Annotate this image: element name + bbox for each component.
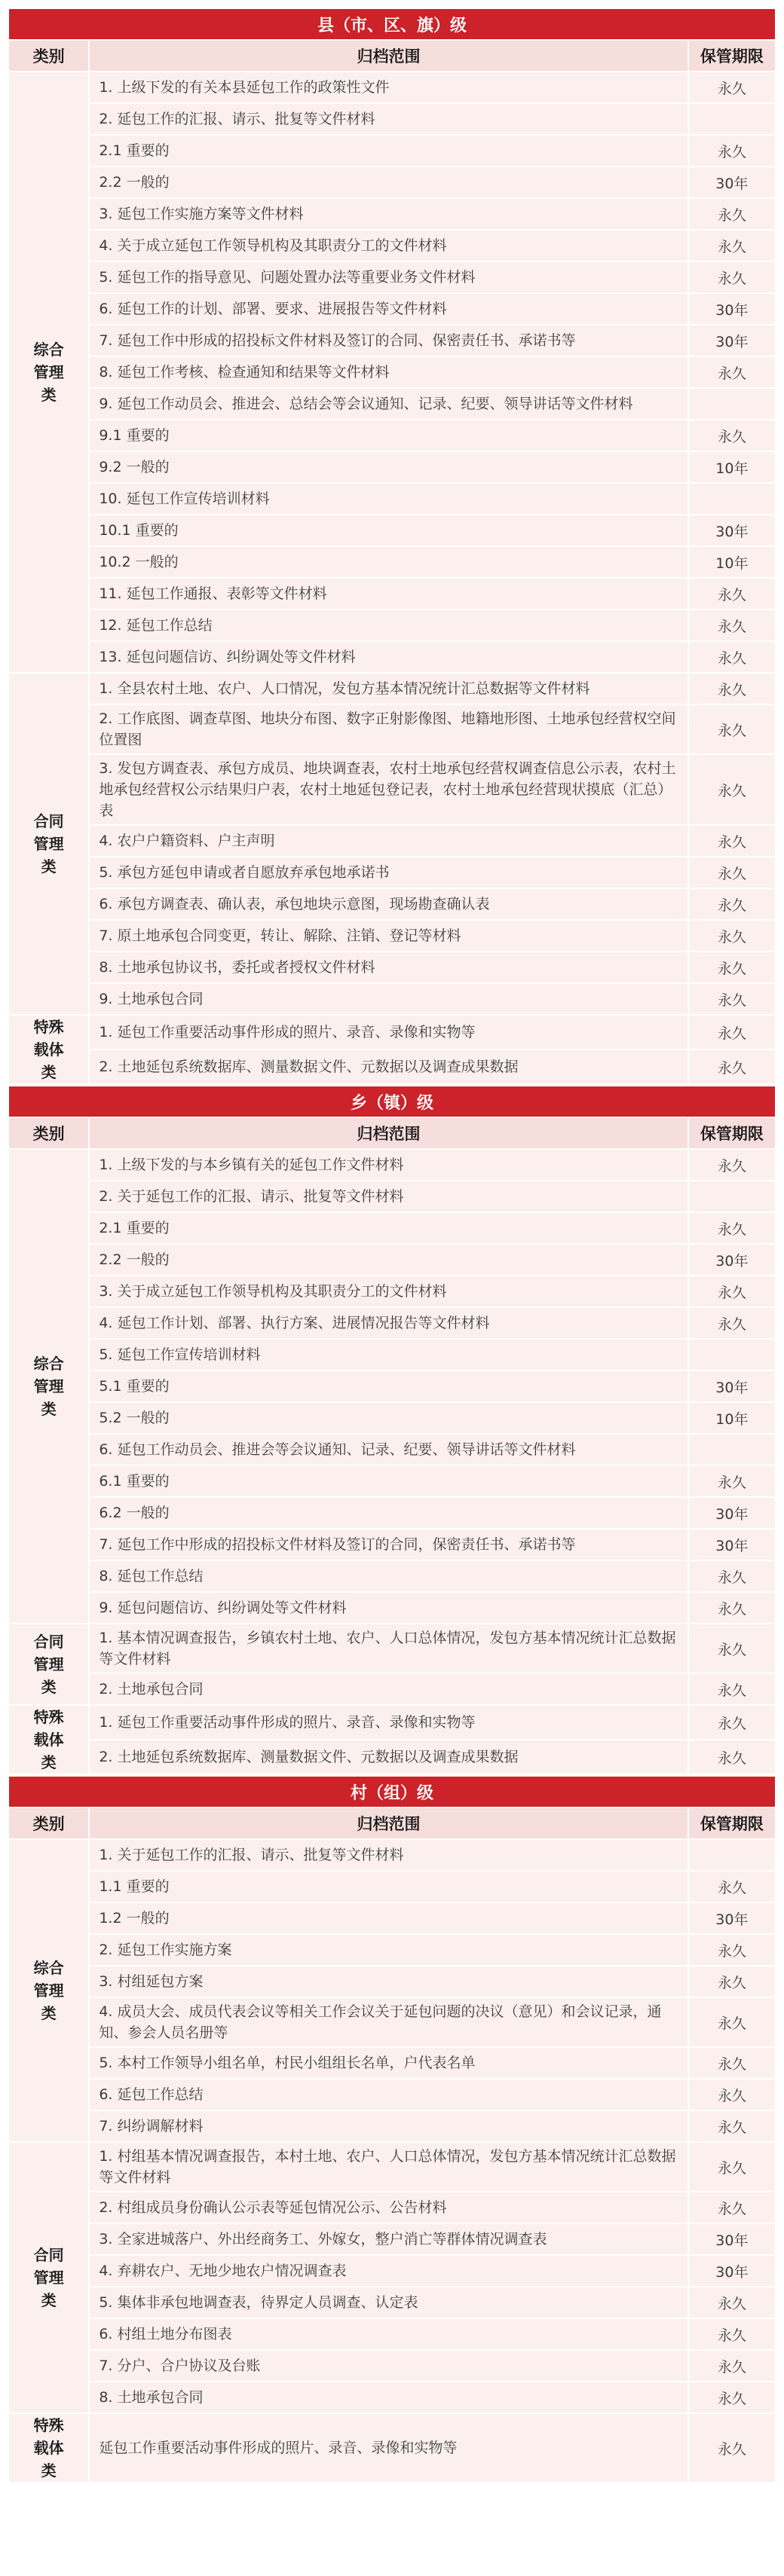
- retention-cell: 永久: [688, 2318, 776, 2350]
- retention-cell: 10年: [688, 451, 776, 483]
- retention-cell: 永久: [688, 1212, 776, 1244]
- table-row: [8, 546, 776, 578]
- scope-cell: 9. 土地承包合同: [89, 983, 688, 1015]
- scope-cell: 6.1 重要的: [89, 1465, 688, 1497]
- scope-cell: 5.1 重要的: [89, 1371, 688, 1402]
- scope-cell: 5.2 一般的: [89, 1402, 688, 1434]
- retention-cell: [688, 388, 776, 420]
- scope-cell: 9. 延包问题信访、纠纷调处等文件材料: [89, 1592, 688, 1624]
- scope-cell: 2. 关于延包工作的汇报、请示、批复等文件材料: [89, 1181, 688, 1212]
- retention-cell: 永久: [688, 420, 776, 451]
- scope-cell: 1. 延包工作重要活动事件形成的照片、录音、录像和实物等: [89, 1705, 688, 1740]
- table-row: [8, 325, 776, 356]
- table-row: [8, 103, 776, 135]
- table-row: [8, 1839, 776, 1871]
- retention-cell: 永久: [688, 2192, 776, 2223]
- category-cell: [8, 72, 89, 673]
- scope-cell: 6. 承包方调查表、确认表，承包地块示意图，现场勘查确认表: [89, 888, 688, 920]
- section-table: [8, 1775, 776, 2483]
- table-row: [8, 135, 776, 167]
- header-retention: 保管期限: [688, 1807, 776, 1839]
- retention-cell: [688, 483, 776, 515]
- table-row: [8, 1015, 776, 1050]
- retention-cell: 10年: [688, 546, 776, 578]
- table-row: [8, 2223, 776, 2255]
- scope-cell: 4. 延包工作计划、部署、执行方案、进展情况报告等文件材料: [89, 1307, 688, 1339]
- table-row: [8, 1307, 776, 1339]
- table-row: [8, 261, 776, 293]
- table-row: [8, 983, 776, 1015]
- header-scope: 归档范围: [89, 40, 688, 72]
- scope-cell: 10. 延包工作宣传培训材料: [89, 483, 688, 515]
- retention-cell: [688, 1839, 776, 1871]
- retention-cell: 永久: [688, 704, 776, 754]
- retention-cell: 30年: [688, 1497, 776, 1529]
- scope-cell: 8. 延包工作总结: [89, 1560, 688, 1592]
- scope-cell: 延包工作重要活动事件形成的照片、录音、录像和实物等: [89, 2413, 688, 2483]
- retention-cell: 永久: [688, 857, 776, 888]
- scope-cell: 5. 延包工作的指导意见、问题处置办法等重要业务文件材料: [89, 261, 688, 293]
- table-row: [8, 1966, 776, 1997]
- scope-cell: 10.2 一般的: [89, 546, 688, 578]
- retention-cell: 永久: [688, 673, 776, 704]
- table-row: [8, 1465, 776, 1497]
- table-row: [8, 1276, 776, 1307]
- table-row: [8, 610, 776, 641]
- scope-cell: 7. 原土地承包合同变更，转让、解除、注销、登记等材料: [89, 920, 688, 952]
- table-row: [8, 388, 776, 420]
- table-row: [8, 1871, 776, 1902]
- retention-cell: 30年: [688, 515, 776, 546]
- retention-cell: 永久: [688, 888, 776, 920]
- retention-cell: [688, 1181, 776, 1212]
- table-row: [8, 1529, 776, 1560]
- scope-cell: 2.1 重要的: [89, 135, 688, 167]
- retention-cell: 永久: [688, 1871, 776, 1902]
- retention-cell: 永久: [688, 2110, 776, 2142]
- retention-cell: 10年: [688, 1402, 776, 1434]
- table-row: [8, 2413, 776, 2483]
- table-row: [8, 920, 776, 952]
- retention-cell: 永久: [688, 1592, 776, 1624]
- section-table: [8, 8, 776, 1085]
- retention-cell: 永久: [688, 1465, 776, 1497]
- table-row: [8, 1050, 776, 1084]
- retention-cell: 永久: [688, 135, 776, 167]
- retention-cell: 永久: [688, 198, 776, 230]
- table-row: [8, 1560, 776, 1592]
- section-title: 县（市、区、旗）级: [8, 8, 776, 40]
- retention-cell: 永久: [688, 1934, 776, 1966]
- scope-cell: 5. 本村工作领导小组名单，村民小组组长名单，户代表名单: [89, 2047, 688, 2079]
- scope-cell: 1. 全县农村土地、农户、人口情况，发包方基本情况统计汇总数据等文件材料: [89, 673, 688, 704]
- retention-cell: 30年: [688, 1902, 776, 1934]
- scope-cell: 2. 延包工作的汇报、请示、批复等文件材料: [89, 103, 688, 135]
- scope-cell: 7. 延包工作中形成的招投标文件材料及签订的合同、保密责任书、承诺书等: [89, 325, 688, 356]
- column-header-row: [8, 1807, 776, 1839]
- scope-cell: 4. 农户户籍资料、户主声明: [89, 825, 688, 857]
- scope-cell: 4. 成员大会、成员代表会议等相关工作会议关于延包问题的决议（意见）和会议记录，通知、参会人员名册等: [89, 1997, 688, 2047]
- table-row: [8, 673, 776, 704]
- retention-schedule-document: [8, 8, 776, 2483]
- category-label: 特殊载体类: [33, 1708, 64, 1771]
- table-row: [8, 1997, 776, 2047]
- table-row: [8, 1181, 776, 1212]
- scope-cell: 2. 村组成员身份确认公示表等延包情况公示、公告材料: [89, 2192, 688, 2223]
- table-row: [8, 2318, 776, 2350]
- scope-cell: 11. 延包工作通报、表彰等文件材料: [89, 578, 688, 610]
- table-row: [8, 888, 776, 920]
- retention-cell: 永久: [688, 1997, 776, 2047]
- section-title-row: [8, 1086, 776, 1117]
- scope-cell: 1. 关于延包工作的汇报、请示、批复等文件材料: [89, 1839, 688, 1871]
- retention-cell: 30年: [688, 2223, 776, 2255]
- category-label: 综合管理类: [33, 1355, 64, 1418]
- column-header-row: [8, 1117, 776, 1149]
- table-row: [8, 1402, 776, 1434]
- table-row: [8, 1740, 776, 1774]
- scope-cell: 1. 村组基本情况调查报告，本村土地、农户、人口总体情况，发包方基本情况统计汇总数据等文件材料: [89, 2142, 688, 2192]
- scope-cell: 3. 发包方调查表、承包方成员、地块调查表，农村土地承包经营权调查信息公示表，农村土地承包经营权公示结果归户表，农村土地延包登记表，农村土地承包经营现状摸底（汇总）表: [89, 754, 688, 825]
- table-row: [8, 1673, 776, 1705]
- scope-cell: 2. 工作底图、调查草图、地块分布图、数字正射影像图、地籍地形图、土地承包经营权空间位置图: [89, 704, 688, 754]
- table-row: [8, 2142, 776, 2192]
- scope-cell: 1. 延包工作重要活动事件形成的照片、录音、录像和实物等: [89, 1015, 688, 1050]
- scope-cell: 9.2 一般的: [89, 451, 688, 483]
- table-row: [8, 420, 776, 451]
- scope-cell: 2. 土地延包系统数据库、测量数据文件、元数据以及调查成果数据: [89, 1050, 688, 1084]
- table-row: [8, 230, 776, 261]
- section-title: 乡（镇）级: [8, 1086, 776, 1117]
- table-row: [8, 1371, 776, 1402]
- table-row: [8, 1212, 776, 1244]
- scope-cell: 1. 上级下发的与本乡镇有关的延包工作文件材料: [89, 1149, 688, 1181]
- scope-cell: 1.1 重要的: [89, 1871, 688, 1902]
- retention-cell: 30年: [688, 2255, 776, 2287]
- retention-cell: 永久: [688, 2382, 776, 2413]
- section-title-row: [8, 1776, 776, 1807]
- category-cell: [8, 1839, 89, 2142]
- table-row: [8, 2287, 776, 2318]
- table-row: [8, 1497, 776, 1529]
- scope-cell: 2. 土地承包合同: [89, 1673, 688, 1705]
- retention-cell: 30年: [688, 325, 776, 356]
- retention-cell: 永久: [688, 578, 776, 610]
- scope-cell: 8. 土地承包协议书，委托或者授权文件材料: [89, 952, 688, 983]
- retention-cell: 30年: [688, 167, 776, 198]
- retention-cell: 永久: [688, 2287, 776, 2318]
- scope-cell: 3. 村组延包方案: [89, 1966, 688, 1997]
- scope-cell: 8. 延包工作考核、检查通知和结果等文件材料: [89, 356, 688, 388]
- scope-cell: 7. 延包工作中形成的招投标文件材料及签订的合同，保密责任书、承诺书等: [89, 1529, 688, 1560]
- table-row: [8, 1934, 776, 1966]
- scope-cell: 2.1 重要的: [89, 1212, 688, 1244]
- table-row: [8, 1592, 776, 1624]
- retention-cell: 永久: [688, 230, 776, 261]
- table-row: [8, 198, 776, 230]
- table-row: [8, 1705, 776, 1740]
- retention-cell: 永久: [688, 2350, 776, 2382]
- category-cell: [8, 1624, 89, 1705]
- table-row: [8, 825, 776, 857]
- scope-cell: 6. 延包工作动员会、推进会等会议通知、记录、纪要、领导讲话等文件材料: [89, 1434, 688, 1465]
- category-cell: [8, 673, 89, 1015]
- scope-cell: 3. 全家进城落户、外出经商务工、外嫁女，整户消亡等群体情况调查表: [89, 2223, 688, 2255]
- retention-cell: 永久: [688, 2079, 776, 2110]
- table-row: [8, 72, 776, 103]
- retention-cell: 30年: [688, 1371, 776, 1402]
- category-cell: [8, 2413, 89, 2483]
- retention-cell: 永久: [688, 1673, 776, 1705]
- retention-cell: 永久: [688, 1705, 776, 1740]
- category-label: 特殊载体类: [33, 2416, 64, 2480]
- section-title: 村（组）级: [8, 1776, 776, 1807]
- header-category: 类别: [8, 40, 89, 72]
- table-row: [8, 641, 776, 673]
- table-row: [8, 1902, 776, 1934]
- category-cell: [8, 1015, 89, 1084]
- table-row: [8, 2255, 776, 2287]
- retention-cell: 30年: [688, 293, 776, 325]
- category-cell: [8, 1705, 89, 1774]
- table-row: [8, 167, 776, 198]
- retention-cell: 永久: [688, 1560, 776, 1592]
- retention-cell: [688, 1339, 776, 1371]
- scope-cell: 7. 纠纷调解材料: [89, 2110, 688, 2142]
- table-row: [8, 483, 776, 515]
- header-retention: 保管期限: [688, 40, 776, 72]
- table-row: [8, 704, 776, 754]
- table-row: [8, 2350, 776, 2382]
- table-row: [8, 2192, 776, 2223]
- scope-cell: 2. 延包工作实施方案: [89, 1934, 688, 1966]
- retention-cell: 永久: [688, 641, 776, 673]
- table-row: [8, 1339, 776, 1371]
- retention-cell: 永久: [688, 261, 776, 293]
- retention-cell: 永久: [688, 1149, 776, 1181]
- category-label: 合同管理类: [33, 2246, 64, 2309]
- scope-cell: 5. 延包工作宣传培训材料: [89, 1339, 688, 1371]
- table-row: [8, 754, 776, 825]
- retention-cell: 30年: [688, 1244, 776, 1276]
- table-row: [8, 515, 776, 546]
- scope-cell: 9.1 重要的: [89, 420, 688, 451]
- table-row: [8, 1434, 776, 1465]
- retention-cell: 永久: [688, 983, 776, 1015]
- scope-cell: 12. 延包工作总结: [89, 610, 688, 641]
- section-table: [8, 1085, 776, 1775]
- retention-cell: [688, 1434, 776, 1465]
- scope-cell: 5. 承包方延包申请或者自愿放弃承包地承诺书: [89, 857, 688, 888]
- scope-cell: 6. 村组土地分布图表: [89, 2318, 688, 2350]
- retention-cell: 永久: [688, 825, 776, 857]
- retention-cell: 永久: [688, 1966, 776, 1997]
- scope-cell: 10.1 重要的: [89, 515, 688, 546]
- retention-cell: 永久: [688, 1624, 776, 1673]
- header-scope: 归档范围: [89, 1807, 688, 1839]
- header-category: 类别: [8, 1807, 89, 1839]
- scope-cell: 2. 土地延包系统数据库、测量数据文件、元数据以及调查成果数据: [89, 1740, 688, 1774]
- category-label: 特殊载体类: [33, 1018, 64, 1081]
- scope-cell: 9. 延包工作动员会、推进会、总结会等会议通知、记录、纪要、领导讲话等文件材料: [89, 388, 688, 420]
- table-row: [8, 1149, 776, 1181]
- retention-cell: 永久: [688, 1307, 776, 1339]
- category-label: 合同管理类: [33, 812, 64, 875]
- column-header-row: [8, 40, 776, 72]
- table-row: [8, 2110, 776, 2142]
- retention-cell: 永久: [688, 952, 776, 983]
- category-label: 合同管理类: [33, 1633, 64, 1696]
- table-row: [8, 2047, 776, 2079]
- retention-cell: 永久: [688, 1276, 776, 1307]
- scope-cell: 1. 上级下发的有关本县延包工作的政策性文件: [89, 72, 688, 103]
- scope-cell: 1. 基本情况调查报告，乡镇农村土地、农户、人口总体情况，发包方基本情况统计汇总数据等文件材料: [89, 1624, 688, 1673]
- table-row: [8, 451, 776, 483]
- category-label: 综合管理类: [33, 1959, 64, 2022]
- retention-cell: 永久: [688, 1050, 776, 1084]
- category-label: 综合管理类: [33, 341, 64, 404]
- scope-cell: 4. 弃耕农户、无地少地农户情况调查表: [89, 2255, 688, 2287]
- table-row: [8, 578, 776, 610]
- table-row: [8, 2079, 776, 2110]
- scope-cell: 3. 延包工作实施方案等文件材料: [89, 198, 688, 230]
- retention-cell: 永久: [688, 610, 776, 641]
- table-row: [8, 356, 776, 388]
- retention-cell: [688, 103, 776, 135]
- retention-cell: 永久: [688, 2047, 776, 2079]
- table-row: [8, 293, 776, 325]
- retention-cell: 永久: [688, 1015, 776, 1050]
- retention-cell: 永久: [688, 356, 776, 388]
- retention-cell: 永久: [688, 2413, 776, 2483]
- scope-cell: 5. 集体非承包地调查表，待界定人员调查、认定表: [89, 2287, 688, 2318]
- category-cell: [8, 1149, 89, 1624]
- section-title-row: [8, 8, 776, 40]
- header-scope: 归档范围: [89, 1117, 688, 1149]
- scope-cell: 6. 延包工作总结: [89, 2079, 688, 2110]
- scope-cell: 2.2 一般的: [89, 1244, 688, 1276]
- table-row: [8, 1244, 776, 1276]
- header-category: 类别: [8, 1117, 89, 1149]
- scope-cell: 2.2 一般的: [89, 167, 688, 198]
- scope-cell: 8. 土地承包合同: [89, 2382, 688, 2413]
- scope-cell: 7. 分户、合户协议及台账: [89, 2350, 688, 2382]
- retention-cell: 永久: [688, 72, 776, 103]
- scope-cell: 1.2 一般的: [89, 1902, 688, 1934]
- retention-cell: 永久: [688, 2142, 776, 2192]
- scope-cell: 4. 关于成立延包工作领导机构及其职责分工的文件材料: [89, 230, 688, 261]
- retention-cell: 永久: [688, 1740, 776, 1774]
- retention-cell: 30年: [688, 1529, 776, 1560]
- scope-cell: 3. 关于成立延包工作领导机构及其职责分工的文件材料: [89, 1276, 688, 1307]
- header-retention: 保管期限: [688, 1117, 776, 1149]
- retention-cell: 永久: [688, 920, 776, 952]
- scope-cell: 6. 延包工作的计划、部署、要求、进展报告等文件材料: [89, 293, 688, 325]
- table-row: [8, 1624, 776, 1673]
- scope-cell: 6.2 一般的: [89, 1497, 688, 1529]
- table-row: [8, 857, 776, 888]
- retention-cell: 永久: [688, 754, 776, 825]
- scope-cell: 13. 延包问题信访、纠纷调处等文件材料: [89, 641, 688, 673]
- category-cell: [8, 2142, 89, 2413]
- table-row: [8, 2382, 776, 2413]
- table-row: [8, 952, 776, 983]
